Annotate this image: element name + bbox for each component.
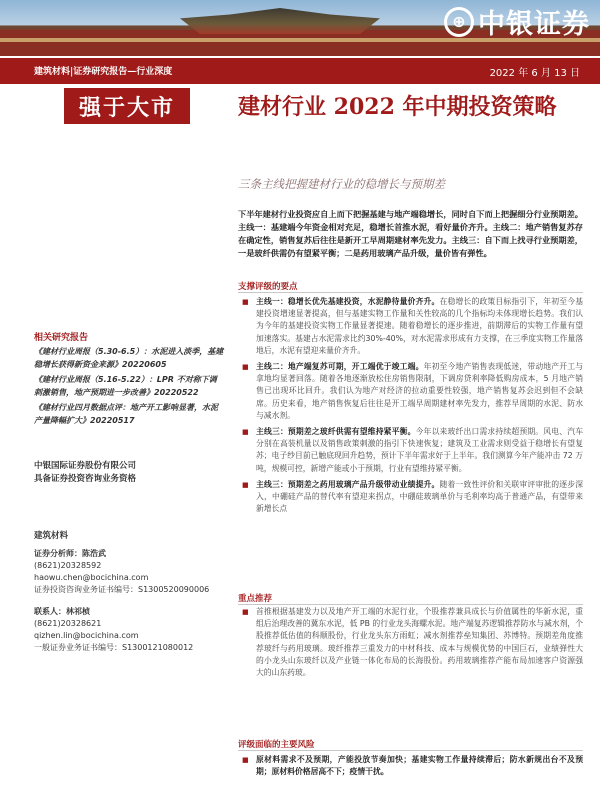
analyst-name: 证券分析师：陈浩武 bbox=[34, 549, 106, 558]
header-banner-image bbox=[0, 0, 600, 56]
company-qualification: 具备证券投资咨询业务资格 bbox=[34, 474, 137, 484]
key-points-heading: 支撑评级的要点 bbox=[238, 282, 298, 292]
company-info bbox=[34, 460, 224, 486]
rating-badge: 强于大市 bbox=[64, 88, 190, 124]
report-date: 2022 年 6 月 13 日 bbox=[489, 68, 580, 79]
key-point-3: ■ 主线三：预期差之玻纤供需有望维持紧平衡。今年以来玻纤出口需求持续超预期。风电、汽车分别在高装机量以及销售政策刺激的指引下快速恢复；建筑及工业需求则受益于稳增长有望复苏；电子纱目前已触底现回升趋势，预计下半年需求好于上半年。我们测算今年产能冲击 72 万吨，规模可控，新增产能或小于预期，行业有望维持紧平衡。 bbox=[238, 426, 583, 475]
analyst-contacts bbox=[34, 530, 224, 654]
contact-name: 联系人：林祁桢 bbox=[34, 607, 90, 616]
analyst-email[interactable]: haowu.chen@bocichina.com bbox=[34, 573, 149, 582]
key-points-list bbox=[238, 296, 583, 519]
divider bbox=[238, 604, 583, 605]
key-point-1: ■ 主线一：稳增长优先基建投资，水泥静待量价齐升。在稳增长的政策目标指引下，年初至今基建投资增速显著提高，但与基建实物工作量和关性较高的几个指标均未体现增长趋势。我们认为今年的基建投资实物工作量显著提速。随着稳增长的逐步推进，前期滞后的实物工作量有望加速落实。基建占水泥需求比约30%-40%，对水泥需求形成有力支撑，在三季度实物工作量落地后，水泥有望迎来量价齐升。 bbox=[238, 296, 583, 357]
analyst-cert: 证券投资咨询业务证书编号：S1300520090006 bbox=[34, 585, 210, 594]
related-reports-heading: 相关研究报告 bbox=[34, 333, 89, 343]
related-report-item[interactable]: 《建材行业周报（5.30-6.5）：水泥进入淡季，基建稳增长获得新资金来源》20220605 bbox=[34, 347, 224, 369]
industry-label: 建筑材料 bbox=[34, 531, 69, 541]
divider bbox=[238, 750, 583, 751]
related-report-item[interactable]: 《建材行业四月数据点评：地产开工影响显著，水泥产量降幅扩大》20220517 bbox=[34, 403, 218, 425]
related-report-item[interactable]: 《建材行业周报（5.16-5.22）：LPR 不对称下调刺激销售，地产预期进一步改善》20220522 bbox=[34, 375, 217, 397]
contact-email[interactable]: qizhen.lin@bocichina.com bbox=[34, 631, 139, 640]
page-subtitle: 三条主线把握建材行业的稳增长与预期差 bbox=[238, 177, 445, 191]
breadcrumb: 建筑材料|证券研究报告—行业深度 bbox=[34, 67, 173, 77]
contact-phone: (8621)20328621 bbox=[34, 619, 102, 628]
related-reports bbox=[34, 330, 224, 427]
risk-list bbox=[238, 754, 583, 782]
analyst-phone: (8621)20328592 bbox=[34, 561, 102, 570]
key-point-2: ■ 主线二：地产端复苏可期，开工端优于竣工端。年初至今地产销售表现低迷，带动地产开工与拿地均显著回落。随着各地逐渐放松住房销售限制，下调房贷利率降低购房成本，5 月地产销售已出现环比回升。我们认为地产对经济的拉动重要性较强，地产销售复苏会迟到但不会缺席。历史来看，地产销售恢复后往往是开工端早周期建材率先发力，推荐早周期的水泥、防水与减水剂。 bbox=[238, 361, 583, 422]
banner-palace-roof bbox=[180, 8, 380, 34]
recommend-list bbox=[238, 606, 583, 683]
report-category-band bbox=[0, 58, 600, 84]
bank-coin-icon: ⊕ bbox=[444, 7, 474, 37]
brand-name: 中银证券 bbox=[478, 9, 590, 40]
risk-text: ■ 原材料需求不及预期，产能投放节奏加快；基建实物工作量持续滞后；防水新规出台不及预期；原材料价格居高不下；疫情干扰。 bbox=[238, 754, 583, 778]
company-name: 中银国际证券股份有限公司 bbox=[34, 461, 137, 471]
risk-heading: 评级面临的主要风险 bbox=[238, 740, 315, 750]
page-title: 建材行业 2022 年中期投资策略 bbox=[238, 94, 557, 120]
summary-paragraph: 下半年建材行业投资应自上而下把握基建与地产端稳增长，同时自下而上把握细分行业预期差。主线一：基建端今年资金相对充足，稳增长首推水泥，看好量价齐升。主线二：地产销售复苏存在确定性，销售复苏后往往是新开工早周期建材率先发力。主线三：自下而上找寻行业预期差，一是玻纤供需仍有望紧平衡；二是药用玻璃产品升级，量价皆有弹性。 bbox=[238, 209, 583, 258]
divider bbox=[238, 292, 583, 293]
recommend-text: ■ 首推根据基建发力以及地产开工端的水泥行业，个股推荐兼具成长与价值属性的华新水泥，重组后治理改善的冀东水泥，低 PB 的行业龙头海螺水泥。地产端复苏逻辑推荐防水与减水剂，个股推荐低估值的科顺股份，行业龙头东方雨虹；减水剂推荐垒知集团、苏博特。预期差角度推荐玻纤与药用玻璃。玻纤推荐三重发力的中材科技、成本与规模优势的中国巨石，业绩弹性大的小龙头山东玻纤以及产业链一体化布局的长海股份。药用玻璃推荐产能布局加速客户资源强大的山东药玻。 bbox=[238, 606, 583, 679]
brand-logo bbox=[444, 2, 590, 41]
key-point-4: ■ 主线三：预期差之药用玻璃产品升级带动业绩提升。随着一致性评价和关联审评审批的逐步深入，中硼硅产品的替代率有望迎来拐点，中硼硅玻璃单价与毛利率均高于普通产品，有望带来新增长点 bbox=[238, 479, 583, 516]
contact-cert: 一般证券业务证书编号：S1300121080012 bbox=[34, 643, 194, 652]
recommend-heading: 重点推荐 bbox=[238, 594, 273, 604]
